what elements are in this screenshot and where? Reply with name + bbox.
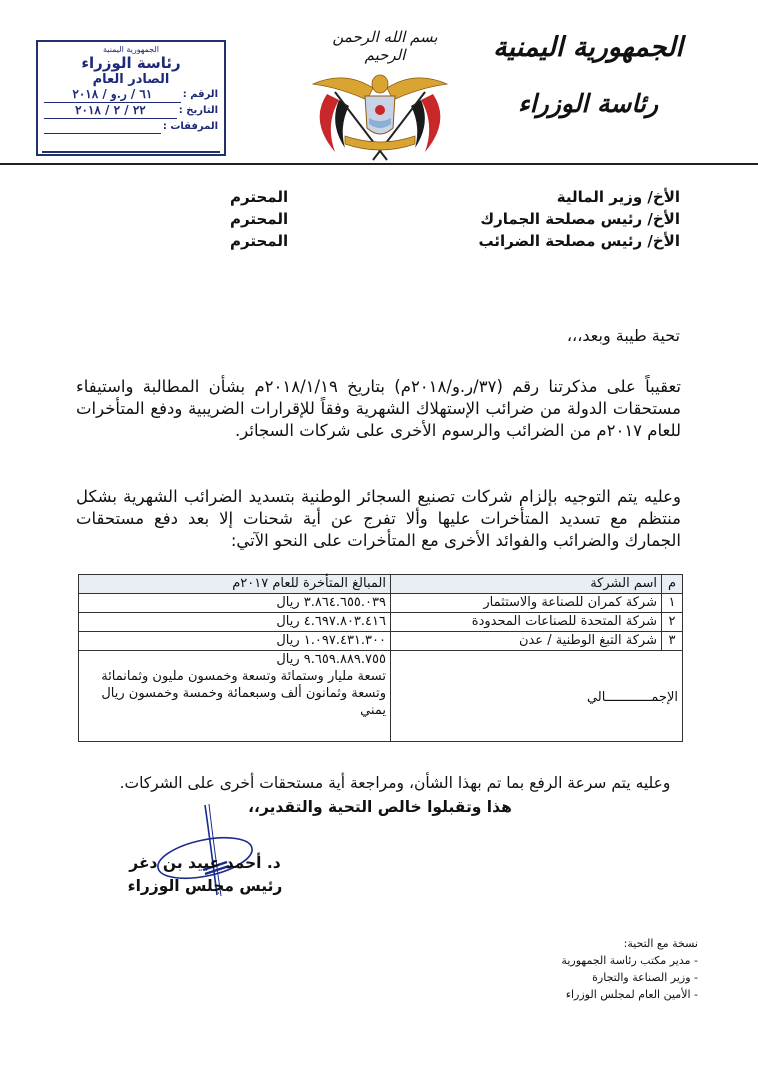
stamp-date-label: التاريخ : xyxy=(178,105,218,116)
emblem-icon xyxy=(305,66,455,162)
row-no: ١ xyxy=(662,594,683,613)
paragraph-2: وعليه يتم التوجيه بإلزام شركات تصنيع السجائر الوطنية بتسديد الضرائب الشهرية بشكل منتظم مع تسديد المتأخرات عليها وألا تفرج عن أية شحنات إلا بعد دفع مستحقات الجمارك والضرائب والفوائد الأخرى مع المتأخرات على النحو الآتي: xyxy=(76,487,681,550)
addressee-honorific: المحترم xyxy=(230,210,289,228)
closing-line-1: وعليه يتم سرعة الرفع بما تم بهذا الشأن، ومراجعة أية مستحقات أخرى على الشركات. xyxy=(119,774,671,792)
addressee-to: الأخ/ رئيس مصلحة الضرائب xyxy=(478,232,680,250)
table-row xyxy=(79,594,683,613)
addressee-honorific: المحترم xyxy=(230,188,289,206)
addressee-list xyxy=(230,186,680,252)
total-amount: ٩.٦٥٩.٨٨٩.٧٥٥ ريال xyxy=(276,652,386,667)
copies-heading: نسخة مع التحية: xyxy=(623,937,698,950)
republic-name: الجمهورية اليمنية xyxy=(493,32,683,63)
basmala: بسم الله الرحمن الرحيم xyxy=(332,28,438,64)
registry-stamp xyxy=(36,40,226,156)
row-no: ٢ xyxy=(662,613,683,632)
addressee-honorific: المحترم xyxy=(230,232,289,250)
office-name: رئاسة الوزراء xyxy=(517,89,659,118)
addressee-row xyxy=(230,230,680,252)
header-no: م xyxy=(662,575,683,594)
paragraph-1: تعقيباً على مذكرتنا رقم (٣٧/ر.و/٢٠١٨م) بتاريخ ٢٠١٨/١/١٩م بشأن المطالبة واستيفاء مستحقات الدولة من ضرائب الإستهلاك الشهرية وفقاً للإقرارات الضريبية ودفع المتأخرات للعام ٢٠١٧م من الضرائب والرسوم الأخرى على شركات السجائر. xyxy=(76,377,681,440)
copy-item: - وزير الصناعة والتجارة xyxy=(592,971,698,984)
stamp-attachments-label: المرفقات : xyxy=(162,121,218,132)
addressee-row xyxy=(230,186,680,208)
stamp-footer-line xyxy=(42,151,220,153)
row-company: شركة المتحدة للصناعات المحدودة xyxy=(391,613,662,632)
signatory-title: رئيس مجلس الوزراء xyxy=(127,877,283,895)
stamp-date-row xyxy=(38,103,224,119)
stamp-top-line: الجمهورية اليمنية xyxy=(102,45,159,54)
letterhead-right xyxy=(468,28,708,120)
stamp-date-value: ٢٢ / ٢ / ٢٠١٨ xyxy=(44,103,177,119)
row-company: شركة كمران للصناعة والاستثمار xyxy=(391,594,662,613)
stamp-number-value: ٦١ / ر.و / ٢٠١٨ xyxy=(44,87,181,103)
stamp-number-row xyxy=(38,87,224,103)
table-total-row xyxy=(79,651,683,742)
copies-list xyxy=(498,935,698,1003)
table-header-row xyxy=(79,575,683,594)
copy-item: - الأمين العام لمجلس الوزراء xyxy=(565,988,698,1001)
row-amount: ١.٠٩٧.٤٣١.٣٠٠ ريال xyxy=(79,632,391,651)
total-in-words: تسعة مليار وستمائة وتسعة وخمسون مليون وثمانمائة وتسعة وثمانون ألف وسبعمائة وخمسة وخمسون ريال يمني xyxy=(101,669,386,718)
table-row xyxy=(79,632,683,651)
stamp-subtitle: الصادر العام xyxy=(92,72,170,87)
stamp-attachments-row xyxy=(38,119,224,134)
header-amount: المبالغ المتأخرة للعام ٢٠١٧م xyxy=(79,575,391,594)
total-label: الإجمــــــــــــالي xyxy=(391,651,683,742)
row-company: شركة التبغ الوطنية / عدن xyxy=(391,632,662,651)
addressee-to: الأخ/ وزير المالية xyxy=(556,188,680,206)
signatory-name: د. أحمد عبيد بن دغر xyxy=(129,854,281,872)
header-divider xyxy=(0,163,758,165)
greeting: تحية طيبة وبعد،،، xyxy=(566,326,680,345)
stamp-number-label: الرقم : xyxy=(182,89,218,100)
signatory-block xyxy=(105,852,305,898)
row-amount: ٤.٦٩٧.٨٠٣.٤١٦ ريال xyxy=(79,613,391,632)
header-company: اسم الشركة xyxy=(391,575,662,594)
arrears-table xyxy=(78,574,683,742)
stamp-attachments-value xyxy=(44,119,161,134)
total-amount-cell xyxy=(79,651,391,742)
closing-line-2: هذا وتقبلوا خالص التحية والتقدير،، xyxy=(248,798,512,816)
row-amount: ٣.٨٦٤.٦٥٥.٠٣٩ ريال xyxy=(79,594,391,613)
stamp-title: رئاسة الوزراء xyxy=(81,54,181,72)
table-row xyxy=(79,613,683,632)
addressee-row xyxy=(230,208,680,230)
addressee-to: الأخ/ رئيس مصلحة الجمارك xyxy=(480,210,680,228)
copy-item: - مدير مكتب رئاسة الجمهورية xyxy=(561,954,698,967)
row-no: ٣ xyxy=(662,632,683,651)
